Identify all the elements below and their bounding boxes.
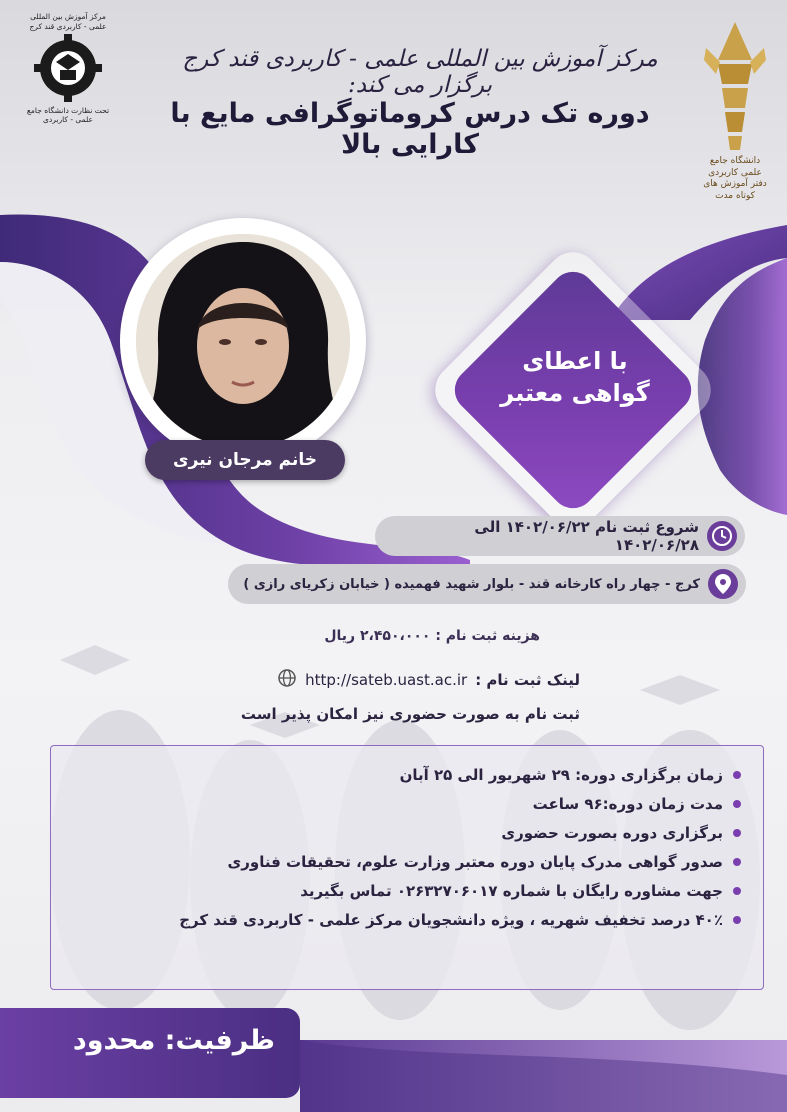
- center-logo-caption-top: مرکز آموزش بین المللی علمی - کاربردی قند کرج: [29, 12, 107, 31]
- bullet-icon: [733, 887, 741, 895]
- instructor-name: خانم مرجان نیری: [145, 440, 345, 480]
- bullet-icon: [733, 771, 741, 779]
- bullet-icon: [733, 916, 741, 924]
- registration-date-text: شروع ثبت نام ۱۴۰۲/۰۶/۲۲ الی ۱۴۰۲/۰۶/۲۸: [474, 518, 699, 554]
- detail-item-duration: [81, 789, 741, 818]
- center-logo: [22, 12, 114, 130]
- torch-logo-icon: [700, 22, 770, 152]
- certificate-line1: با اعطای: [522, 347, 628, 375]
- registration-date-pill: [375, 516, 745, 556]
- detail-item-mode: [81, 818, 741, 847]
- globe-icon: [277, 668, 297, 692]
- detail-text: زمان برگزاری دوره: ۲۹ شهریور الی ۲۵ آبان: [399, 765, 723, 784]
- bullet-icon: [733, 858, 741, 866]
- course-title: دوره تک درس کروماتوگرافی مایع با کارایی بالا: [170, 98, 650, 160]
- detail-text: مدت زمان دوره:۹۶ ساعت: [532, 794, 723, 813]
- detail-item-discount: [81, 905, 741, 934]
- logo-caption-line1: دانشگاه جامع علمی کاربردی: [708, 156, 762, 178]
- address-pill: [228, 564, 746, 604]
- gear-book-logo-icon: [22, 32, 114, 102]
- logo-caption-line2: دفتر آموزش های کوتاه مدت: [703, 179, 767, 202]
- address-text: کرج - چهار راه کارخانه قند - بلوار شهید فهمیده ( خیابان زکریای رازی ): [243, 576, 700, 592]
- registration-link-label: لینک ثبت نام :: [475, 671, 580, 689]
- detail-text: برگزاری دوره بصورت حضوری: [501, 823, 723, 842]
- registration-link-row: [230, 668, 580, 692]
- registration-fee: هزینه ثبت نام : ۲،۴۵۰،۰۰۰ ریال: [324, 628, 540, 644]
- detail-text: جهت مشاوره رایگان با شماره ۰۲۶۳۲۷۰۶۰۱۷ تماس بگیرید: [300, 881, 723, 900]
- bullet-icon: [733, 829, 741, 837]
- certificate-text: [480, 345, 670, 410]
- university-logo: [700, 22, 770, 212]
- detail-item-certificate: [81, 847, 741, 876]
- instructor-photo: [136, 234, 350, 448]
- course-details-panel: [50, 745, 764, 990]
- course-details-list: [81, 760, 741, 934]
- bullet-icon: [733, 800, 741, 808]
- detail-text: صدور گواهی مدرک پایان دوره معتبر وزارت علوم، تحقیقات فناوری: [227, 852, 723, 871]
- center-logo-caption-bottom: تحت نظارت دانشگاه جامع علمی - کاربردی: [26, 105, 110, 125]
- registration-link-url[interactable]: http://sateb.uast.ac.ir: [305, 671, 468, 689]
- clock-icon: [707, 521, 737, 551]
- instructor-portrait-icon: [136, 234, 350, 448]
- organizer-line: مرکز آموزش بین المللی علمی - کاربردی قند کرج برگزار می کند:: [182, 46, 658, 98]
- detail-item-consultation: [81, 876, 741, 905]
- onsite-registration-note: ثبت نام به صورت حضوری نیز امکان پذیر است: [240, 705, 580, 723]
- detail-text: ۴۰٪ درصد تخفیف شهریه ، ویژه دانشجویان مرکز علمی - کاربردی قند کرج: [179, 910, 723, 929]
- certificate-line2: گواهی معتبر: [500, 379, 650, 408]
- location-pin-icon: [708, 569, 738, 599]
- capacity-text: ظرفیت: محدود: [72, 1025, 275, 1056]
- detail-item-schedule: [81, 760, 741, 789]
